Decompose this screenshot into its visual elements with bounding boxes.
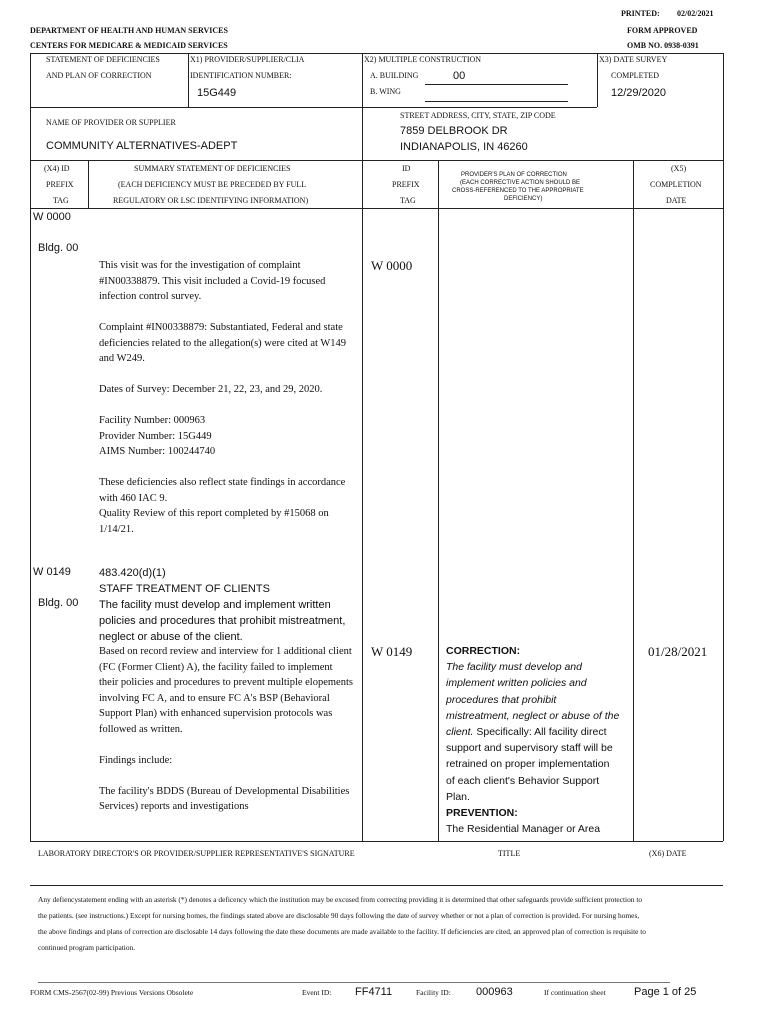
summary-header-2: (EACH DEFICIENCY MUST BE PRECEDED BY FULL: [118, 180, 307, 189]
entry2-findings-include: Findings include:: [99, 754, 173, 766]
entry2-finding: Based on record review and interview for 1 additional client (FC (Former Client) A), the facility failed to implement their policies and procedures to prevent multiple elopements involving FC A, and to ensure FC A's BSP (Behavioral Support Plan) with enhanced supervision protocols was followed as written.: [99, 646, 353, 735]
entry2-findings: [99, 644, 354, 830]
provider-id-value: 15G449: [197, 87, 237, 99]
x4-id-label: (X4) ID: [44, 164, 70, 173]
disclaimer-text: Any defiencystatement ending with an asterisk (*) denotes a deficency which the institution may be excused from correcting providing it is determined that other safeguards provide sufficient protection to the patients. (see instructions.) Except for nursing homes, the findings stated above are disclosable 90 days following the date of survey whether or not a plan of correction is provided. For nursing homes, the above findings and plans of correction are disclosable 14 days following the date these documents are made available to the facility. If deficiencies are cited, an approved plan of correction is requisite to continued program participation.: [38, 895, 646, 952]
x5-label: (X5): [671, 164, 687, 173]
entry1-para-2: Complaint #IN00338879: Substantiated, Federal and state deficiencies related to the allegation(s) were cited at W149 and W249.: [99, 322, 347, 364]
entry2-plan: [446, 643, 621, 837]
completion-date: 01/28/2021: [648, 644, 708, 659]
entry2-bdds: The facility's BDDS (Bureau of Developmental Disabilities Services) reports and investigations: [99, 785, 350, 812]
prevention-text: The Residential Manager or Area: [446, 823, 601, 836]
plan-header-4: DEFICIENCY): [504, 196, 543, 202]
department-name: DEPARTMENT OF HEALTH AND HUMAN SERVICES: [30, 26, 228, 35]
entry1-para-1: This visit was for the investigation of complaint #IN00338879. This visit included a Covid-19 focused infection control survey.: [99, 260, 326, 302]
entry1-id-tag: W 0000: [371, 258, 413, 273]
entry2-title: STAFF TREATMENT OF CLIENTS: [99, 583, 270, 595]
title-label: TITLE: [498, 849, 521, 858]
date-label: DATE: [666, 196, 687, 205]
signature-label: LABORATORY DIRECTOR'S OR PROVIDER/SUPPLIER REPRESENTATIVE'S SIGNATURE: [38, 849, 355, 858]
x4-tag-label: TAG: [53, 196, 69, 205]
survey-date-value: 12/29/2020: [611, 87, 667, 99]
x3-label: X3) DATE SURVEY: [599, 55, 668, 64]
plan-of-correction-label: AND PLAN OF CORRECTION: [46, 71, 152, 80]
event-id-value: FF4711: [355, 986, 393, 998]
agency-name: CENTERS FOR MEDICARE & MEDICAID SERVICES: [30, 41, 228, 50]
form-number: FORM CMS-2567(02-99) Previous Versions Obsolete: [30, 988, 194, 997]
correction-text: Specifically: All facility direct support and supervisory staff will be retrained on proper implementation of each client's Behavior Support Plan.: [446, 726, 613, 803]
printed-date: 02/02/2021: [677, 9, 714, 18]
id-tag-label: TAG: [400, 196, 416, 205]
plan-header-2: (EACH CORRECTIVE ACTION SHOULD BE: [460, 180, 581, 186]
entry2-reg-number: 483.420(d)(1): [99, 567, 166, 579]
building-label: A. BUILDING: [370, 71, 419, 80]
plan-header-3: CROSS-REFERENCED TO THE APPROPRIATE: [452, 188, 584, 194]
entry1-building: Bldg. 00: [38, 242, 79, 254]
building-value: 00: [453, 70, 466, 82]
plan-header-1: PROVIDER'S PLAN OF CORRECTION: [461, 172, 567, 178]
provider-name-value: COMMUNITY ALTERNATIVES-ADEPT: [46, 140, 238, 152]
entry1-para-5: These deficiencies also reflect state findings in accordance with 460 IAC 9. Quality Review of this report completed by #15068 on 1/14/21.: [99, 477, 346, 535]
entry2-building: Bldg. 00: [38, 597, 79, 609]
x2-label: X2) MULTIPLE CONSTRUCTION: [364, 55, 482, 64]
wing-label: B. WING: [370, 87, 401, 96]
entry1-tag: W 0000: [33, 211, 71, 223]
address-line-1: 7859 DELBROOK DR: [400, 125, 508, 137]
entry1-summary: [99, 258, 354, 553]
printed-label: PRINTED:: [621, 9, 660, 18]
id-prefix-label: PREFIX: [392, 180, 420, 189]
identification-label: IDENTIFICATION NUMBER:: [190, 71, 292, 80]
entry2-id-tag: W 0149: [371, 644, 413, 659]
page-number: Page 1 of 25: [634, 986, 697, 998]
address-line-2: INDIANAPOLIS, IN 46260: [400, 141, 528, 153]
entry2-regulation: [99, 565, 354, 645]
summary-header-1: SUMMARY STATEMENT OF DEFICIENCIES: [134, 164, 291, 173]
facility-id-label: Facility ID:: [416, 988, 451, 997]
x6-date-label: (X6) DATE: [649, 849, 687, 858]
correction-italic: The facility must develop and implement written policies and procedures that prohibit mistreatment, neglect or abuse of the client.: [446, 661, 620, 739]
entry2-standard: The facility must develop and implement written policies and procedures that prohibit mistreatment, neglect or abuse of the client.: [99, 599, 346, 643]
x1-label: X1) PROVIDER/SUPPLIER/CLIA: [190, 55, 305, 64]
facility-id-value: 000963: [476, 986, 513, 998]
prevention-heading: PREVENTION:: [446, 807, 518, 820]
provider-name-label: NAME OF PROVIDER OR SUPPLIER: [46, 118, 176, 127]
event-id-label: Event ID:: [302, 988, 332, 997]
omb-number: OMB NO. 0938-0391: [627, 41, 699, 50]
continuation-label: If continuation sheet: [544, 988, 606, 997]
id-label: ID: [402, 164, 411, 173]
completed-label: COMPLETED: [611, 71, 659, 80]
entry1-para-4: Facility Number: 000963 Provider Number: 15G449 AIMS Number: 100244740: [99, 415, 216, 457]
completion-label: COMPLETION: [650, 180, 702, 189]
entry2-tag: W 0149: [33, 566, 71, 578]
statement-label: STATEMENT OF DEFICIENCIES: [46, 55, 160, 64]
form-approved: FORM APPROVED: [627, 26, 698, 35]
summary-header-3: REGULATORY OR LSC IDENTIFYING INFORMATION): [113, 196, 309, 205]
x4-prefix-label: PREFIX: [46, 180, 74, 189]
correction-heading: CORRECTION:: [446, 645, 521, 657]
address-label: STREET ADDRESS, CITY, STATE, ZIP CODE: [400, 111, 556, 120]
entry1-para-3: Dates of Survey: December 21, 22, 23, and 29, 2020.: [99, 384, 323, 395]
